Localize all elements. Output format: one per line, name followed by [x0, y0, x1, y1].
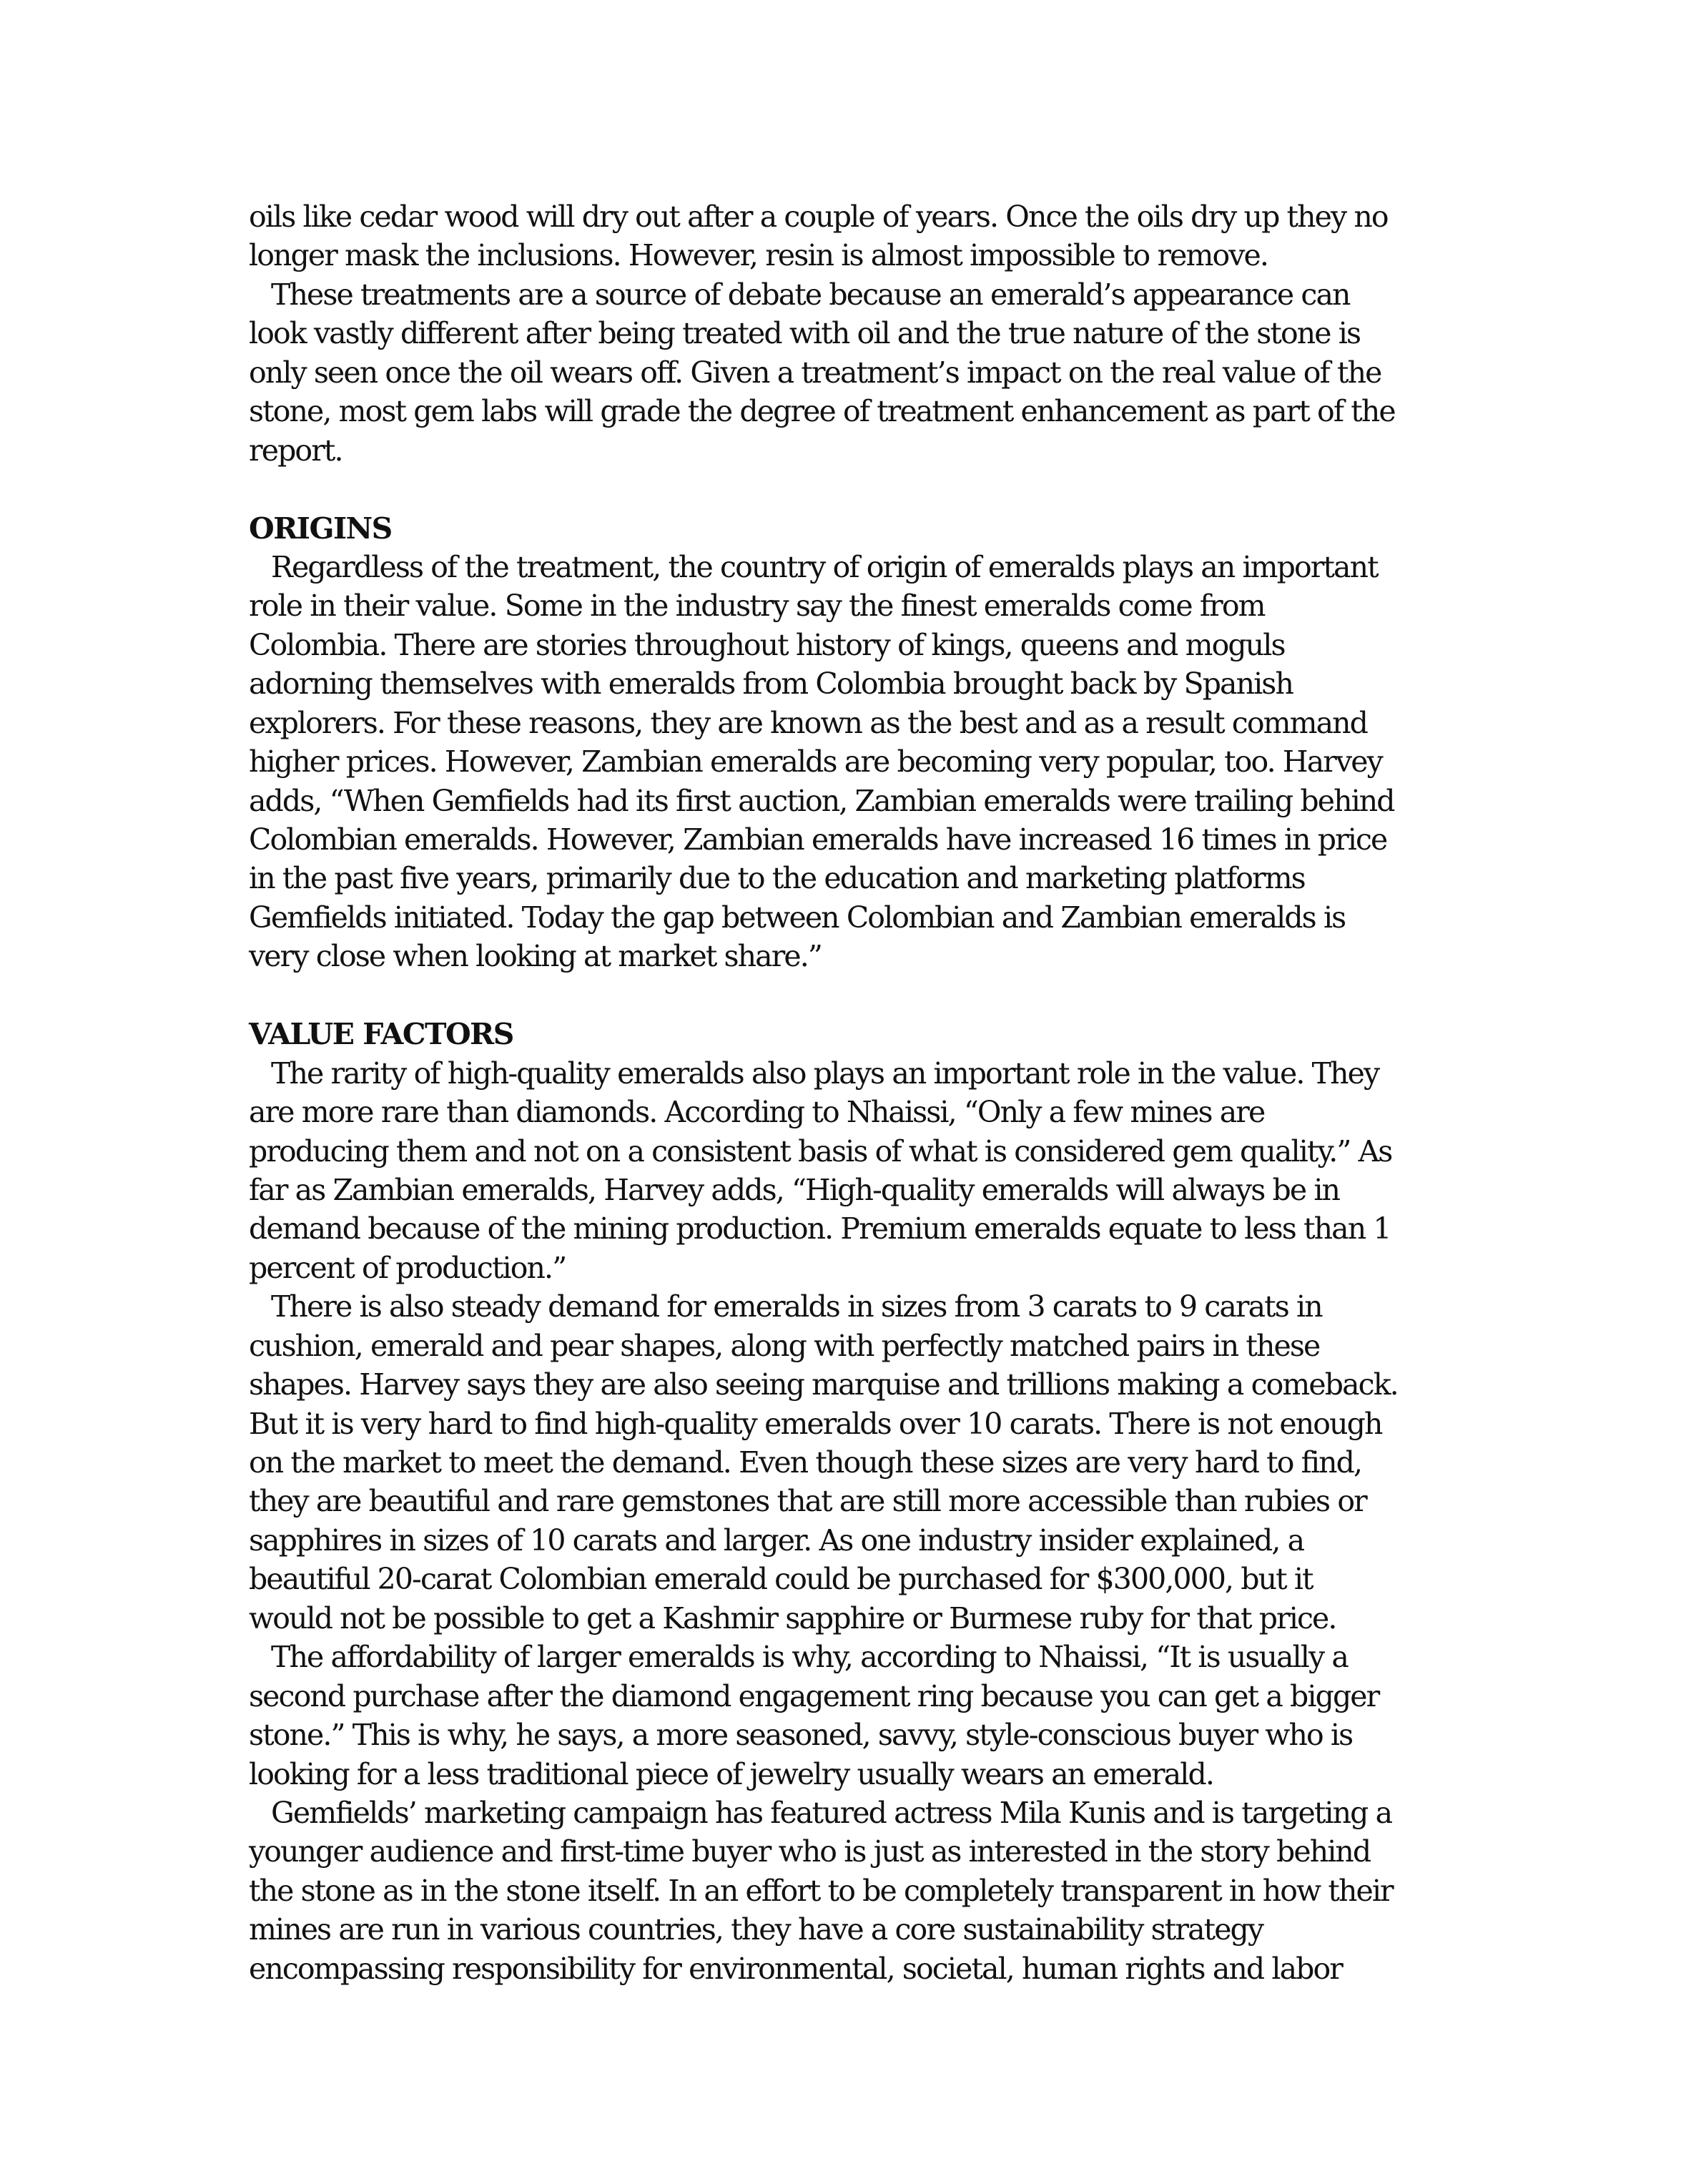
text-line: stone, most gem labs will grade the degree of treatment enhancement as part of the: [249, 394, 1395, 429]
text-line: oils like cedar wood will dry out after a couple of years. Once the oils dry up they no: [249, 200, 1388, 234]
text-line: the stone as in the stone itself. In an effort to be completely transparent in how their: [249, 1873, 1393, 1908]
document-page: [249, 197, 1436, 1988]
section-heading: VALUE FACTORS: [249, 1017, 513, 1052]
paragraph: [249, 275, 1436, 470]
text-line: explorers. For these reasons, they are known as the best and as a result command: [249, 705, 1367, 740]
text-line: are more rare than diamonds. According to Nhaissi, “Only a few mines are: [249, 1095, 1265, 1130]
text-line: look vastly different after being treated with oil and the true nature of the stone is: [249, 316, 1361, 351]
text-line: encompassing responsibility for environmental, societal, human rights and labor: [249, 1951, 1342, 1986]
section: [249, 976, 1436, 1988]
text-line: far as Zambian emeralds, Harvey adds, “High-quality emeralds will always be in: [249, 1172, 1340, 1207]
text-line: they are beautiful and rare gemstones that are still more accessible than rubies or: [249, 1484, 1366, 1519]
section: [249, 197, 1436, 470]
text-line: Gemfields initiated. Today the gap between Colombian and Zambian emeralds is: [249, 900, 1346, 935]
text-line: There is also steady demand for emeralds in sizes from 3 carats to 9 carats in: [271, 1289, 1322, 1324]
paragraph: [249, 1794, 1436, 1988]
text-line: Colombia. There are stories throughout history of kings, queens and moguls: [249, 627, 1285, 662]
text-line: report.: [249, 433, 342, 468]
section-heading: ORIGINS: [249, 511, 392, 546]
text-line: Colombian emeralds. However, Zambian emeralds have increased 16 times in price: [249, 822, 1387, 857]
text-line: sapphires in sizes of 10 carats and larger. As one industry insider explained, a: [249, 1523, 1304, 1558]
text-line: looking for a less traditional piece of jewelry usually wears an emerald.: [249, 1756, 1213, 1791]
text-line: cushion, emerald and pear shapes, along with perfectly matched pairs in these: [249, 1328, 1320, 1363]
text-line: The rarity of high-quality emeralds also plays an important role in the value. They: [271, 1056, 1379, 1091]
section: [249, 470, 1436, 976]
text-line: percent of production.”: [249, 1250, 566, 1285]
text-line: shapes. Harvey says they are also seeing marquise and trillions making a comeback.: [249, 1367, 1398, 1402]
text-line: Gemfields’ marketing campaign has featured actress Mila Kunis and is targeting a: [271, 1795, 1392, 1830]
text-line: demand because of the mining production. Premium emeralds equate to less than 1: [249, 1211, 1391, 1246]
paragraph: [249, 548, 1436, 976]
paragraph: [249, 197, 1436, 275]
text-line: producing them and not on a consistent basis of what is considered gem quality.” As: [249, 1133, 1392, 1169]
text-line: adorning themselves with emeralds from Colombia brought back by Spanish: [249, 666, 1293, 702]
text-line: Regardless of the treatment, the country of origin of emeralds plays an important: [271, 549, 1378, 584]
text-line: stone.” This is why, he says, a more seasoned, savvy, style-conscious buyer who is: [249, 1718, 1353, 1753]
text-line: on the market to meet the demand. Even though these sizes are very hard to find,: [249, 1445, 1362, 1480]
paragraph: [249, 1287, 1436, 1638]
text-line: younger audience and first-time buyer who is just as interested in the story behind: [249, 1834, 1371, 1869]
paragraph: [249, 1638, 1436, 1794]
text-line: higher prices. However, Zambian emeralds are becoming very popular, too. Harvey: [249, 744, 1382, 779]
text-line: in the past five years, primarily due to the education and marketing platforms: [249, 861, 1305, 896]
text-line: would not be possible to get a Kashmir sapphire or Burmese ruby for that price.: [249, 1600, 1336, 1635]
text-line: very close when looking at market share.”: [249, 939, 822, 974]
text-line: But it is very hard to find high-quality emeralds over 10 carats. There is not enough: [249, 1406, 1382, 1441]
text-line: The affordability of larger emeralds is why, according to Nhaissi, “It is usually a: [271, 1640, 1348, 1675]
paragraph: [249, 1054, 1436, 1288]
section-gap: [249, 470, 1436, 508]
text-line: beautiful 20-carat Colombian emerald could be purchased for $300,000, but it: [249, 1562, 1313, 1597]
text-line: adds, “When Gemfields had its first auction, Zambian emeralds were trailing behind: [249, 783, 1394, 818]
text-line: second purchase after the diamond engagement ring because you can get a bigger: [249, 1678, 1379, 1713]
text-line: only seen once the oil wears off. Given a treatment’s impact on the real value of the: [249, 355, 1381, 390]
section-gap: [249, 976, 1436, 1015]
text-line: role in their value. Some in the industry say the finest emeralds come from: [249, 589, 1265, 624]
text-line: mines are run in various countries, they have a core sustainability strategy: [249, 1912, 1263, 1947]
text-line: These treatments are a source of debate because an emerald’s appearance can: [271, 277, 1350, 312]
text-line: longer mask the inclusions. However, resin is almost impossible to remove.: [249, 238, 1268, 273]
